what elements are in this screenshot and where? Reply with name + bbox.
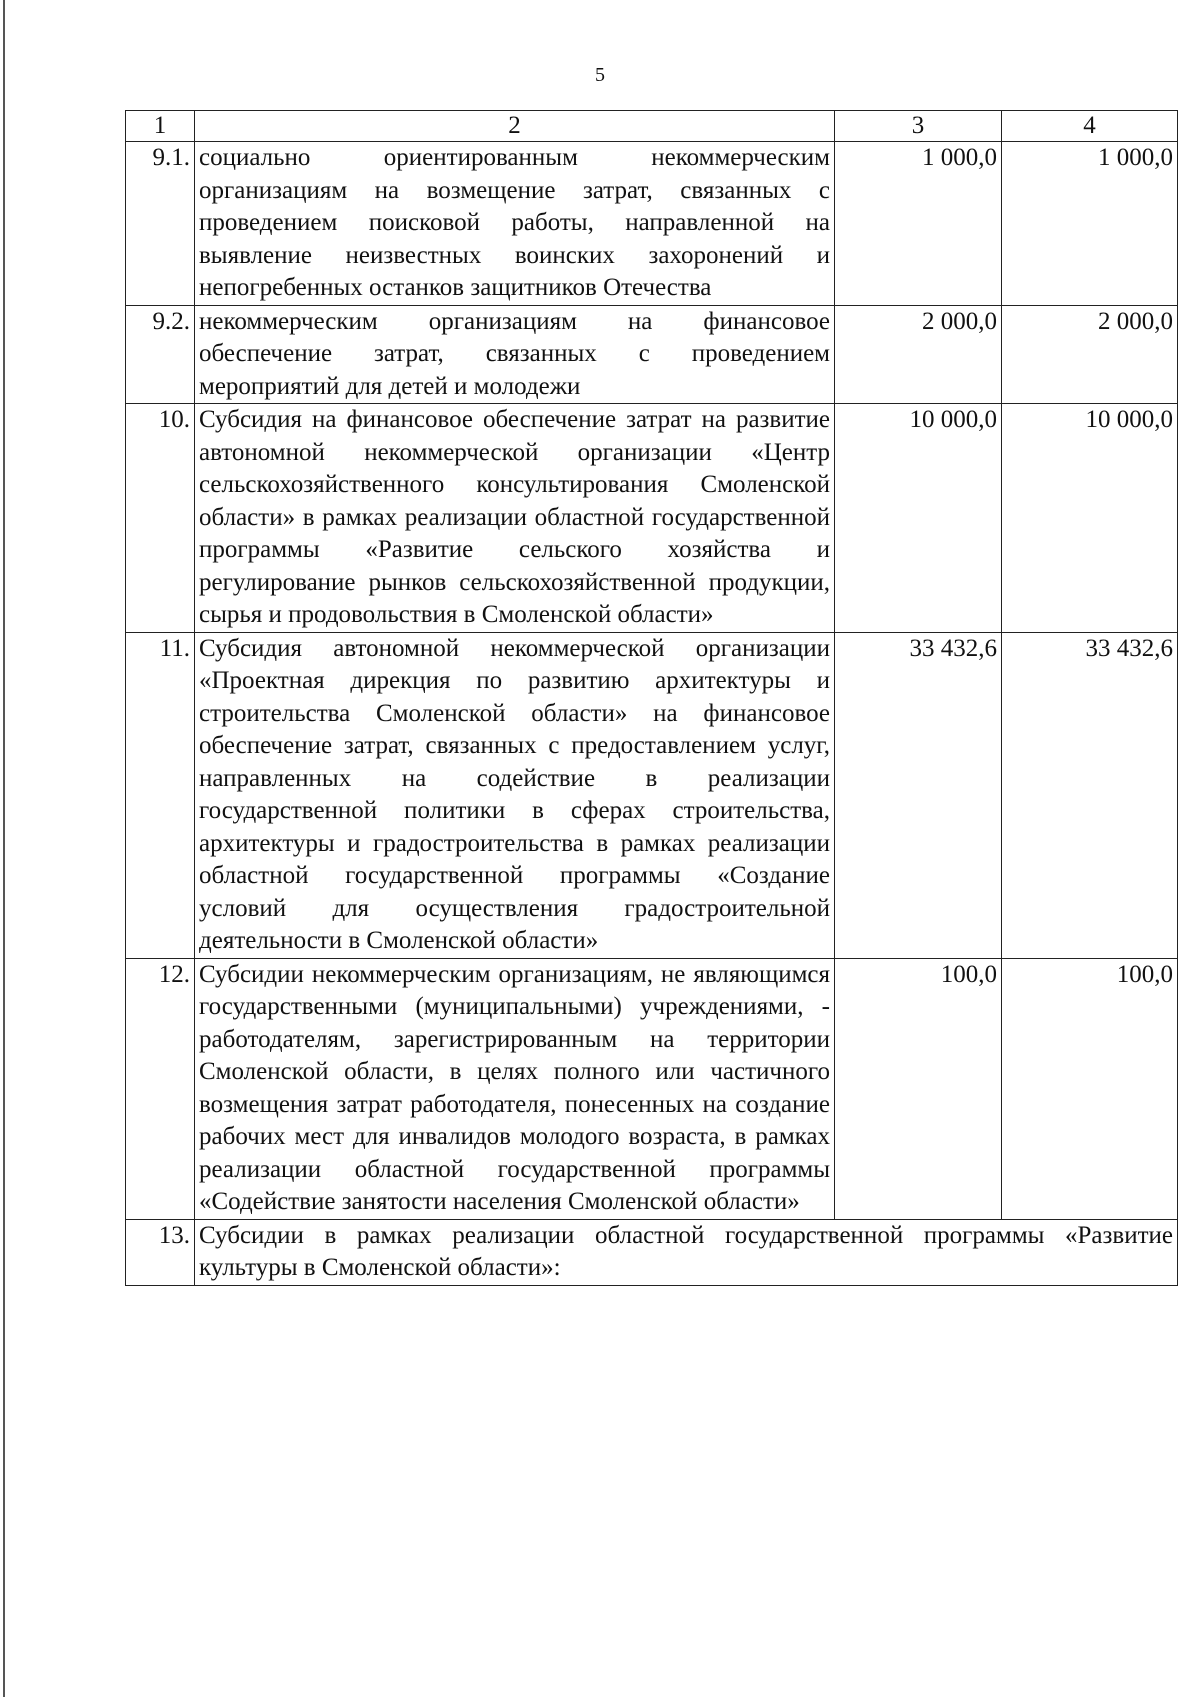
header-cell-2: 2 xyxy=(195,111,835,142)
table-row xyxy=(126,632,1178,958)
row-value-col3: 10 000,0 xyxy=(835,404,1002,633)
row-number: 9.1. xyxy=(126,142,195,306)
row-description-spanning: Субсидии в рамках реализации областной государственной программы «Развитие культуры в Смоленской области»: xyxy=(195,1219,1178,1285)
budget-table xyxy=(125,110,1178,1286)
header-cell-1: 1 xyxy=(126,111,195,142)
row-value-col3: 100,0 xyxy=(835,958,1002,1219)
row-value-col4: 2 000,0 xyxy=(1002,305,1178,404)
row-value-col3: 2 000,0 xyxy=(835,305,1002,404)
row-number: 9.2. xyxy=(126,305,195,404)
table-row xyxy=(126,305,1178,404)
row-description: Субсидия на финансовое обеспечение затрат на развитие автономной некоммерческой организации «Центр сельскохозяйственного консультирования Смоленской области» в рамках реализации областной государственной программы «Развитие сельского хозяйства и регулирование рынков сельскохозяйственной продукции, сырья и продовольствия в Смоленской области» xyxy=(195,404,835,633)
row-number: 11. xyxy=(126,632,195,958)
row-value-col4: 100,0 xyxy=(1002,958,1178,1219)
row-value-col3: 33 432,6 xyxy=(835,632,1002,958)
row-description: Субсидия автономной некоммерческой организации «Проектная дирекция по развитию архитектуры и строительства Смоленской области» на финансовое обеспечение затрат, связанных с предоставлением услуг, направленных на содействие в реализации государственной политики в сферах строительства, архитектуры и градостроительства в рамках реализации областной государственной программы «Создание условий для осуществления градостроительной деятельности в Смоленской области» xyxy=(195,632,835,958)
row-value-col4: 1 000,0 xyxy=(1002,142,1178,306)
row-value-col3: 1 000,0 xyxy=(835,142,1002,306)
row-value-col4: 10 000,0 xyxy=(1002,404,1178,633)
row-description: Субсидии некоммерческим организациям, не являющимся государственными (муниципальными) учреждениями, - работодателям, зарегистрированным на территории Смоленской области, в целях полного или частичного возмещения затрат работодателя, понесенных на создание рабочих мест для инвалидов молодого возраста, в рамках реализации областной государственной программы «Содействие занятости населения Смоленской области» xyxy=(195,958,835,1219)
header-cell-3: 3 xyxy=(835,111,1002,142)
table-header-row xyxy=(126,111,1178,142)
page-number: 5 xyxy=(595,64,605,86)
scan-edge-line xyxy=(3,0,5,1697)
row-description: социально ориентированным некоммерческим организациям на возмещение затрат, связанных с проведением поисковой работы, направленной на выявление неизвестных воинских захоронений и непогребенных останков защитников Отечества xyxy=(195,142,835,306)
table-row xyxy=(126,404,1178,633)
header-cell-4: 4 xyxy=(1002,111,1178,142)
row-number: 12. xyxy=(126,958,195,1219)
table-row xyxy=(126,1219,1178,1285)
row-description: некоммерческим организациям на финансовое обеспечение затрат, связанных с проведением мероприятий для детей и молодежи xyxy=(195,305,835,404)
row-number: 13. xyxy=(126,1219,195,1285)
row-value-col4: 33 432,6 xyxy=(1002,632,1178,958)
table-row xyxy=(126,958,1178,1219)
row-number: 10. xyxy=(126,404,195,633)
table-row xyxy=(126,142,1178,306)
